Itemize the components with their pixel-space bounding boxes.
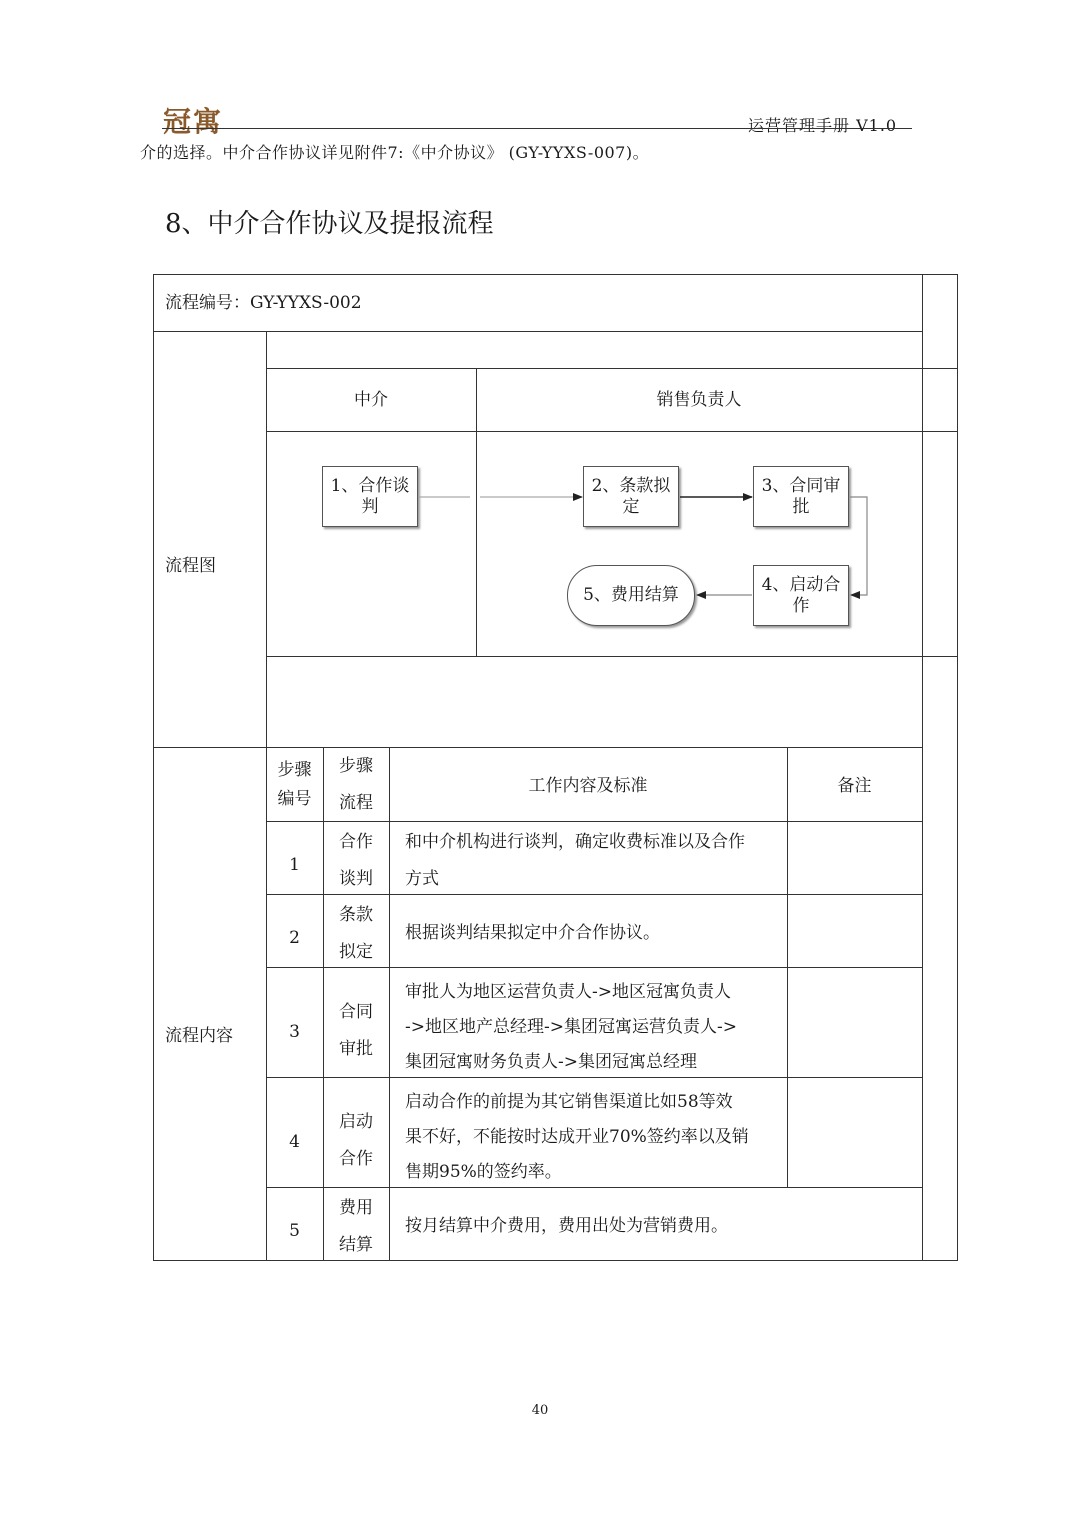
flowchart-label: 流程图 <box>165 556 216 576</box>
step-5-number: 5 <box>289 1221 300 1241</box>
step-2-flow: 条款 拟定 <box>339 905 373 962</box>
header-work-content: 工作内容及标准 <box>528 776 648 796</box>
step-5-flow: 费用 结算 <box>339 1198 373 1255</box>
process-code: 流程编号：GY-YYXS-002 <box>165 293 362 313</box>
step-3-content: 审批人为地区运营负责人->地区冠寓负责人 ->地区地产总经理->集团冠寓运营负责人-> 集团冠寓财务负责人->集团冠寓总经理 <box>405 982 737 1072</box>
node-negotiation: 1、合作谈判 <box>322 466 418 527</box>
step-2-content: 根据谈判结果拟定中介合作协议。 <box>405 923 660 943</box>
header-step-number-line2: 编号 <box>277 789 312 809</box>
page-number: 40 <box>531 1403 549 1418</box>
header-step-flow-line2: 流程 <box>339 793 373 813</box>
step-3-flow: 合同 审批 <box>339 1002 373 1059</box>
node-fee-settlement: 5、费用结算 <box>567 565 695 626</box>
step-1-flow: 合作 谈判 <box>339 832 373 889</box>
company-logo: 冠寓 <box>163 105 224 138</box>
document-title: 运营管理手册 V1.0 <box>748 116 898 135</box>
step-5-content: 按月结算中介费用，费用出处为营销费用。 <box>405 1216 728 1236</box>
step-4-number: 4 <box>289 1132 300 1152</box>
lane-agency: 中介 <box>354 390 388 410</box>
section-title: 8、中介合作协议及提报流程 <box>165 209 494 239</box>
header-step-flow-line1: 步骤 <box>339 756 373 776</box>
step-1-content: 和中介机构进行谈判，确定收费标准以及合作 方式 <box>405 832 745 889</box>
step-1-number: 1 <box>289 855 300 875</box>
header-step-number-line1: 步骤 <box>277 760 312 780</box>
step-4-content: 启动合作的前提为其它销售渠道比如58等效 果不好，不能按时达成开业70%签约率以及销 售期95%的签约率。 <box>405 1092 749 1182</box>
header-step-number <box>266 756 323 814</box>
connector-3-4 <box>850 497 867 595</box>
lane-sales-manager: 销售负责人 <box>656 390 742 410</box>
node-start-cooperation: 4、启动合作 <box>753 565 849 626</box>
node-contract-approval: 3、合同审批 <box>753 466 849 527</box>
step-3-number: 3 <box>289 1022 300 1042</box>
node-terms-drafting: 2、条款拟定 <box>583 466 679 527</box>
header-step-flow <box>323 748 389 822</box>
header-remark: 备注 <box>837 776 872 796</box>
process-content-label: 流程内容 <box>165 1026 233 1046</box>
step-2-number: 2 <box>289 928 300 948</box>
step-4-flow: 启动 合作 <box>339 1112 373 1169</box>
intro-paragraph: 介的选择。中介合作协议详见附件7:《中介协议》 (GY-YYXS-007)。 <box>140 143 650 162</box>
